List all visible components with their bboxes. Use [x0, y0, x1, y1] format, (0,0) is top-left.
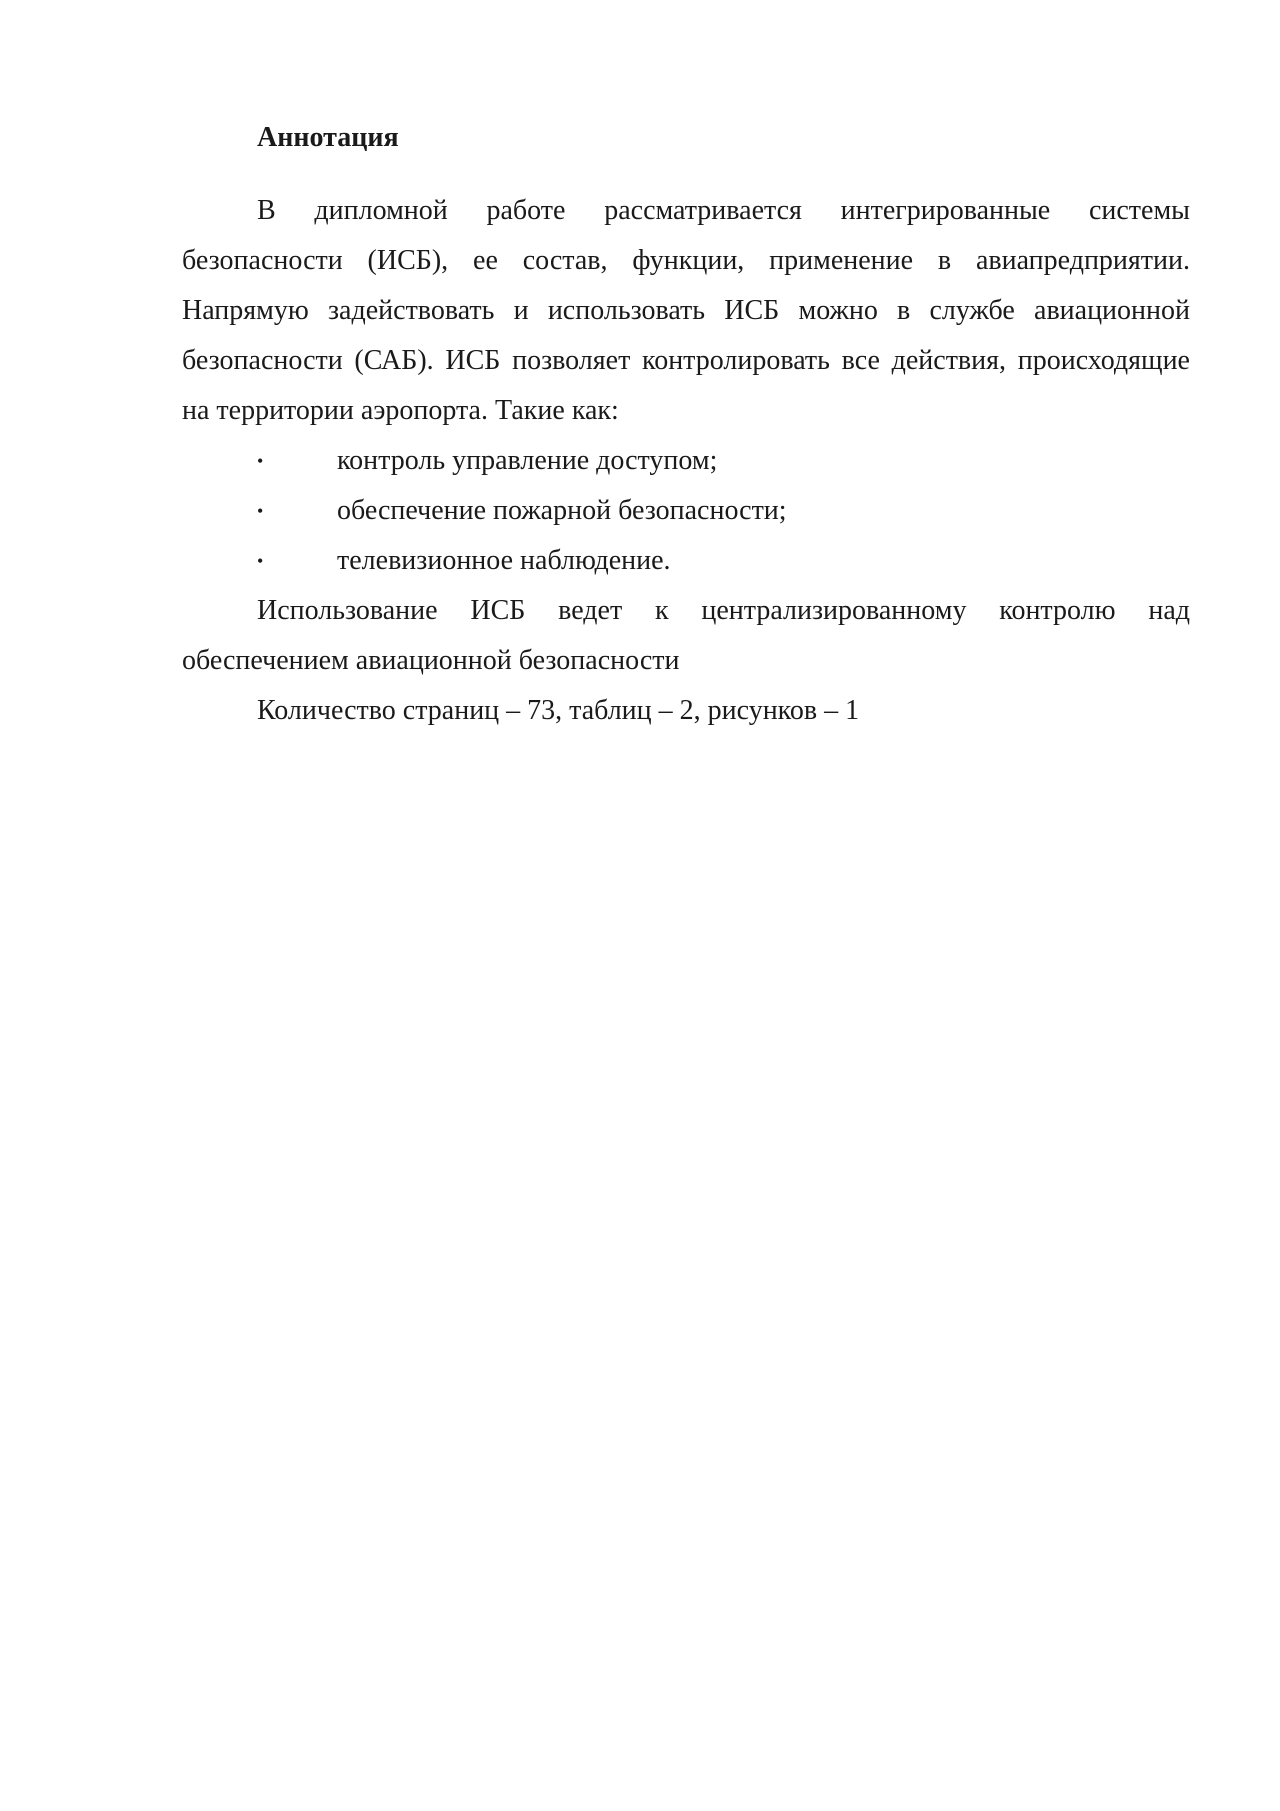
page-title: Аннотация [257, 122, 399, 153]
list-item [182, 536, 1190, 586]
conclusion-paragraph: Использование ИСБ ведет к централизированному контролю над обеспечением авиационной безопасности [182, 595, 1190, 676]
list-item [182, 486, 1190, 536]
statistics-paragraph: Количество страниц – 73, таблиц – 2, рисунков – 1 [257, 695, 860, 726]
list-item-text: обеспечение пожарной безопасности; [337, 495, 787, 526]
document-body [182, 118, 1190, 736]
bullet-icon: • [257, 501, 264, 521]
list-item-text: контроль управление доступом; [337, 445, 718, 476]
feature-list [182, 436, 1190, 586]
list-item [182, 436, 1190, 486]
list-item-text: телевизионное наблюдение. [337, 545, 671, 576]
bullet-icon: • [257, 551, 264, 571]
abstract-paragraph: В дипломной работе рассматривается интегрированные системы безопасности (ИСБ), ее состав, функции, применение в авиапредприятии. Напрямую задействовать и использовать ИСБ можно в службе авиационной безопасности (САБ). ИСБ позволяет контролировать все действия, происходящие на территории аэропорта. Такие как: [182, 195, 1190, 426]
bullet-icon: • [257, 451, 264, 471]
